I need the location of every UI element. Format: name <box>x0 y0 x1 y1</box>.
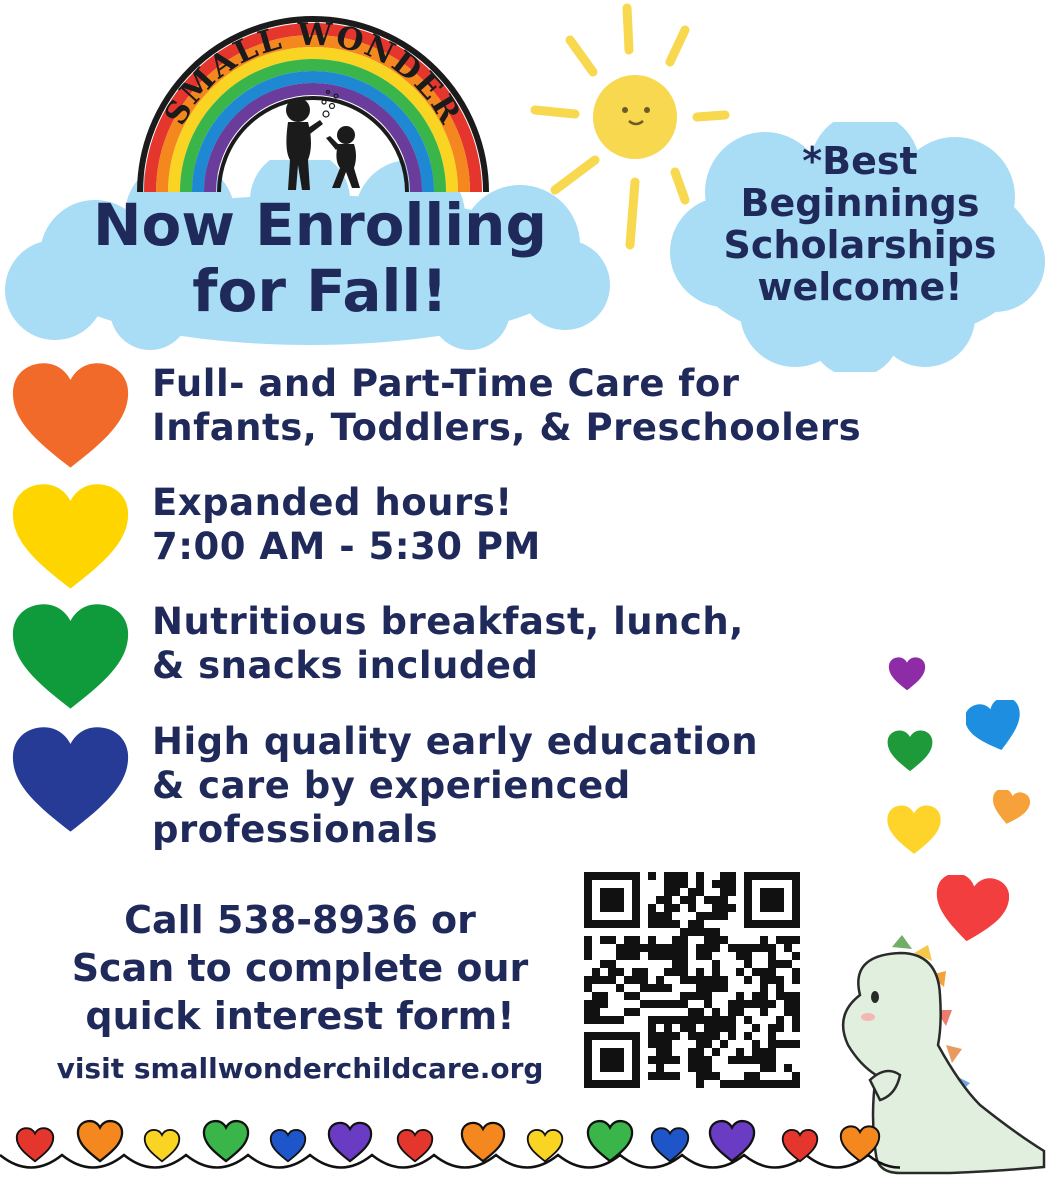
garland-heart-icon <box>841 1126 879 1161</box>
feature-hours-line1: Expanded hours! <box>152 481 513 524</box>
feature-care <box>152 362 861 450</box>
feature-heart-yellow <box>8 483 133 591</box>
headline <box>40 192 600 324</box>
garland-heart-icon <box>271 1130 306 1161</box>
heart-garland <box>0 1110 900 1181</box>
feature-care-line1: Full- and Part-Time Care for <box>152 362 740 405</box>
heart-icon <box>886 730 934 772</box>
logo-brand-text: SMALL WONDER <box>157 16 469 132</box>
website-link[interactable]: visit smallwonderchildcare.org <box>56 1052 544 1085</box>
feature-education-line1: High quality early education <box>152 720 759 763</box>
contact-line3: quick interest form! <box>85 994 515 1038</box>
contact-line2: Scan to complete our <box>71 946 529 990</box>
feature-care-line2: Infants, Toddlers, & Preschoolers <box>152 406 862 449</box>
garland-heart-icon <box>783 1130 818 1161</box>
garland-heart-icon <box>329 1123 371 1161</box>
feature-hours-line2: 7:00 AM - 5:30 PM <box>152 525 541 568</box>
headline-line2: for Fall! <box>192 257 448 325</box>
scholarship-line3: Scholarships <box>723 223 997 267</box>
feature-education-line2: & care by experienced <box>152 764 631 807</box>
garland-heart-icon <box>204 1121 248 1161</box>
contact-block <box>30 896 570 1040</box>
feature-education <box>152 720 758 852</box>
contact-line1: Call 538-8936 or <box>124 898 476 942</box>
headline-line1: Now Enrolling <box>93 191 547 259</box>
scholarship-line4: welcome! <box>757 265 963 309</box>
feature-education-line3: professionals <box>152 808 439 851</box>
garland-heart-icon <box>17 1128 53 1161</box>
scholarship-line1: *Best <box>802 139 918 183</box>
heart-icon <box>990 790 1030 825</box>
heart-icon <box>966 700 1024 752</box>
feature-heart-green <box>8 603 133 711</box>
scholarship-note <box>690 140 1030 308</box>
feature-hours <box>152 481 541 569</box>
feature-meals-line1: Nutritious breakfast, lunch, <box>152 600 744 643</box>
garland-heart-icon <box>398 1130 433 1161</box>
feature-heart-orange <box>8 362 133 470</box>
garland-heart-icon <box>710 1121 754 1161</box>
heart-icon <box>886 805 942 855</box>
garland-heart-icon <box>588 1121 632 1161</box>
scholarship-line2: Beginnings <box>740 181 980 225</box>
small-wonder-logo <box>128 10 498 192</box>
heart-icon <box>888 657 926 691</box>
garland-heart-icon <box>78 1121 122 1161</box>
heart-icon <box>933 875 1009 943</box>
feature-meals-line2: & snacks included <box>152 644 539 687</box>
garland-heart-icon <box>145 1130 180 1161</box>
feature-heart-blue <box>8 726 133 834</box>
feature-meals <box>152 600 744 688</box>
qr-code-icon[interactable] <box>584 872 800 1088</box>
